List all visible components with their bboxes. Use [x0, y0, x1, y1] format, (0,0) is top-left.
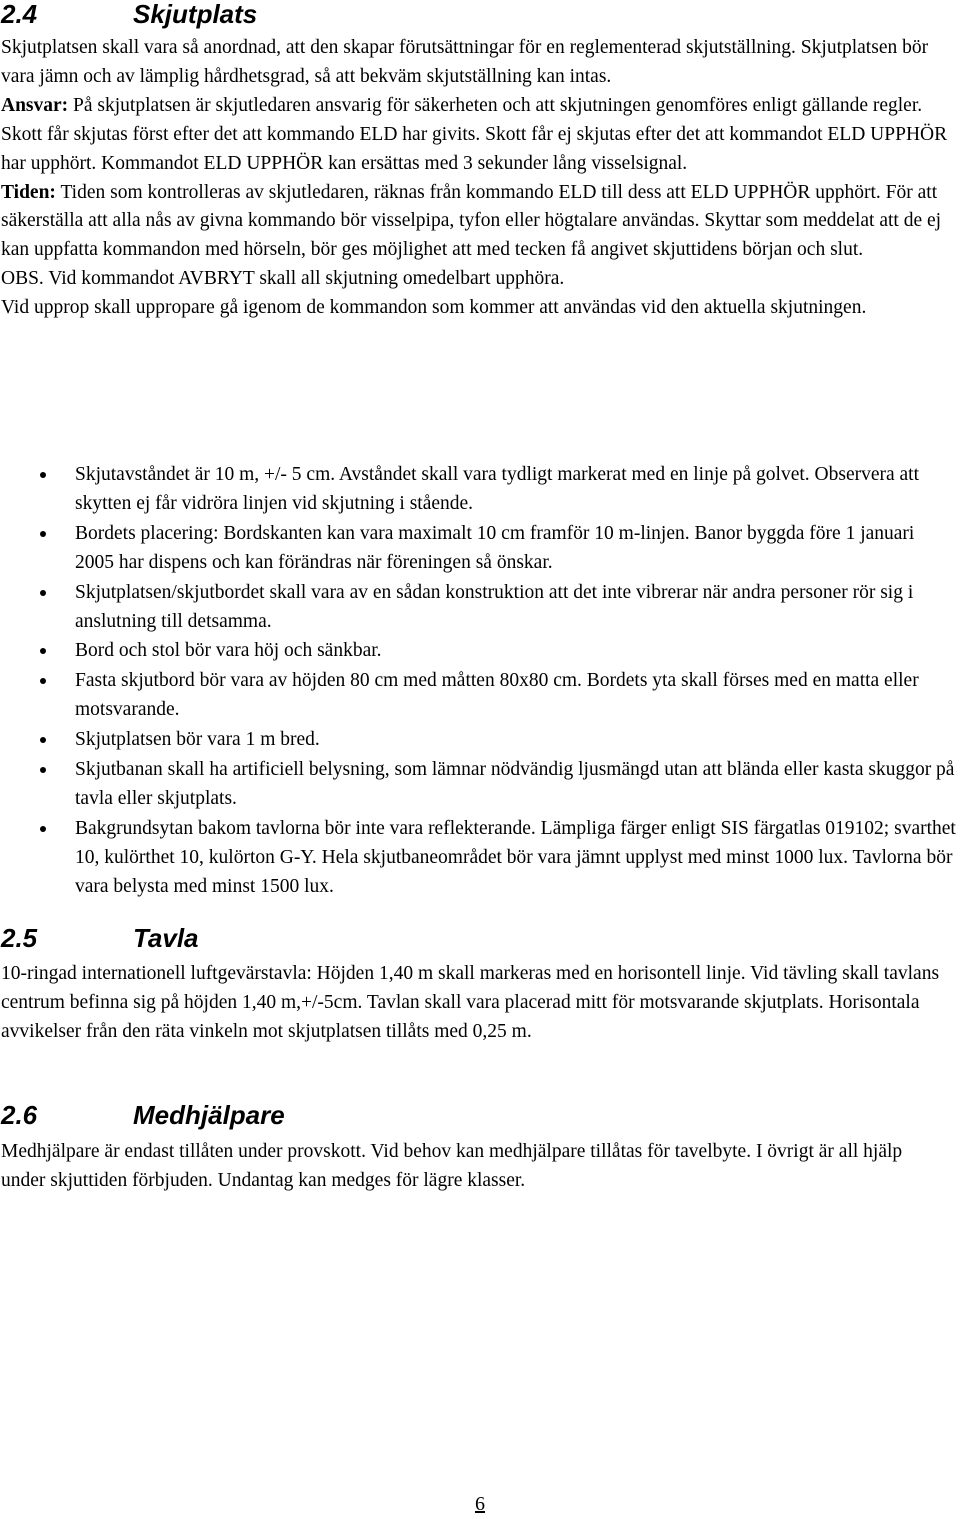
- list-item: [0, 756, 958, 814]
- list-item: [0, 637, 958, 666]
- tiden-label: Tiden:: [1, 181, 56, 203]
- list-item: [0, 461, 958, 519]
- section-title: Skjutplats: [133, 0, 258, 29]
- intro-paragraph: [1, 34, 951, 323]
- list-item-text: Bord och stol bör vara höj och sänkbar.: [75, 640, 382, 662]
- section-heading-tavla: [1, 924, 199, 952]
- list-item: [0, 726, 958, 755]
- bullet-icon: [40, 648, 46, 654]
- page-number: 6: [475, 1493, 485, 1515]
- bullet-icon: [40, 531, 46, 537]
- list-item-text: Skjutbanan skall ha artificiell belysning, som lämnar nödvändig ljusmängd utan att blända eller kasta skuggor på tavla eller skjutplats.: [75, 759, 955, 809]
- requirements-list: [0, 461, 958, 903]
- bullet-icon: [40, 472, 46, 478]
- section-heading-skjutplats: [1, 0, 257, 28]
- tiden-text: Tiden som kontrolleras av skjutledaren, räknas från kommando ELD till dess att ELD UPPHÖR upphört. För att säkerställa att alla nås av givna kommando bör visselpipa, tyfon eller högtalare användas. Skyttar som meddelat att de ej kan uppfatta kommandon med hörseln, bör ges möjlighet att med tecken få angivet skjuttidens början och slut.: [1, 181, 942, 261]
- section-body-tavla: [1, 960, 951, 1047]
- list-item: [0, 579, 958, 637]
- section-title: Medhjälpare: [133, 1100, 285, 1130]
- list-item-text: Fasta skjutbord bör vara av höjden 80 cm med måtten 80x80 cm. Bordets yta skall förses med en matta eller motsvarande.: [75, 670, 919, 721]
- ansvar-text: På skjutplatsen är skjutledaren ansvarig för säkerheten och att skjutningen genomföres enligt gällande regler. Skott får skjutas först efter det att kommando ELD har givits. Skott får ej skjutas efter det att kommandot ELD UPPHÖR har upphört. Kommandot ELD UPPHÖR kan ersättas med 3 sekunder lång visselsignal.: [1, 94, 948, 174]
- ansvar-label: Ansvar:: [1, 94, 69, 116]
- section-body-medhjalpare: [1, 1138, 951, 1196]
- section-number: 2.5: [1, 923, 38, 953]
- section-number: 2.6: [1, 1100, 38, 1130]
- bullet-icon: [40, 826, 46, 832]
- upprop-text: Vid upprop skall uppropare gå igenom de kommandon som kommer att användas vid den aktuella skjutningen.: [1, 297, 867, 319]
- list-item: [0, 667, 958, 725]
- list-item-text: Bakgrundsytan bakom tavlorna bör inte vara reflekterande. Lämpliga färger enligt SIS färgatlas 019102; svarthet 10, kulörthet 10, kulörton G-Y. Hela skjutbaneområdet bör vara jämnt upplyst med minst 1000 lux. Tavlorna bör vara belysta med minst 1500 lux.: [75, 817, 956, 897]
- list-item-text: Skjutplatsen bör vara 1 m bred.: [75, 729, 320, 751]
- list-item: [0, 815, 958, 902]
- bullet-icon: [40, 590, 46, 596]
- bullet-icon: [40, 678, 46, 684]
- list-item-text: Skjutavståndet är 10 m, +/- 5 cm. Avståndet skall vara tydligt markerat med en linje på golvet. Observera att skytten ej får vidröra linjen vid skjutning i stående.: [75, 464, 920, 514]
- list-item-text: Bordets placering: Bordskanten kan vara maximalt 10 cm framför 10 m-linjen. Banor byggda före 1 januari 2005 har dispens och kan förändras när föreningen så önskar.: [75, 522, 915, 573]
- bullet-icon: [40, 767, 46, 773]
- section-title: Tavla: [133, 923, 199, 953]
- section-number: 2.4: [1, 0, 38, 29]
- tavla-paragraph: 10-ringad internationell luftgevärstavla: Höjden 1,40 m skall markeras med en horisontell linje. Vid tävling skall tavlans centrum befinna sig på höjden 1,40 m,+/-5cm. Tavlan skall vara placerad mitt för motsvarande skjutplats. Horisontala avvikelser från den räta vinkeln mot skjutplatsen tillåts med 0,25 m.: [1, 963, 940, 1042]
- section-body-skjutplats: [1, 34, 951, 323]
- list-item-text: Skjutplatsen/skjutbordet skall vara av en sådan konstruktion att det inte vibrerar när andra personer rör sig i anslutning till detsamma.: [75, 581, 914, 632]
- section-heading-medhjalpare: [1, 1101, 285, 1129]
- bullet-icon: [40, 737, 46, 743]
- medhjalpare-paragraph: Medhjälpare är endast tillåten under provskott. Vid behov kan medhjälpare tillåtas för tavelbyte. I övrigt är all hjälp under skjuttiden förbjuden. Undantag kan medges för lägre klasser.: [1, 1141, 903, 1191]
- intro-text: Skjutplatsen skall vara så anordnad, att den skapar förutsättningar för en reglementerad skjutställning. Skjutplatsen bör vara jämn och av lämplig hårdhetsgrad, så att bekväm skjutställning kan intas.: [1, 37, 929, 87]
- list-item: [0, 520, 958, 578]
- obs-text: OBS. Vid kommandot AVBRYT skall all skjutning omedelbart upphöra.: [1, 268, 565, 290]
